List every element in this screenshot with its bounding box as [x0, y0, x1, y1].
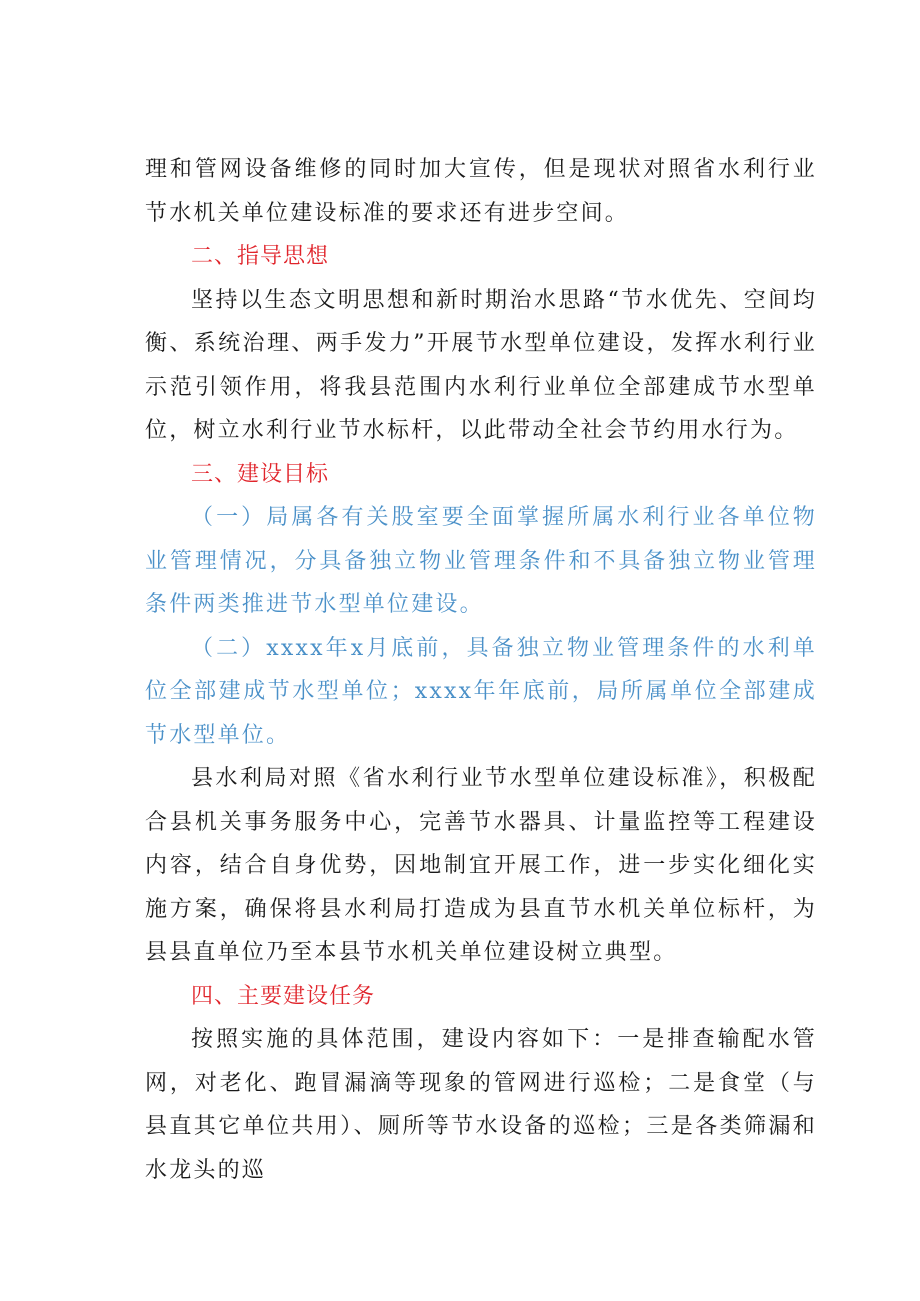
paragraph-bureau-plan: 县水利局对照《省水利行业节水型单位建设标准》，积极配合县机关事务服务中心，完善节水器具、计量监控等工程建设内容，结合自身优势，因地制宜开展工作，进一步实化细化实施方案，确保将县水利局打造成为县直节水机关单位标杆，为县县直单位乃至本县节水机关单位建设树立典型。 — [145, 766, 817, 965]
section-heading-main-tasks: 四、主要建设任务 — [191, 983, 376, 1009]
section-heading-construction-goals: 三、建设目标 — [191, 461, 330, 487]
goal-item-2: （二）xxxx年x月底前，具备独立物业管理条件的水利单位全部建成节水型单位；xxxx年年底前，局所属单位全部建成节水型单位。 — [145, 635, 817, 748]
goal-item-1: （一）局属各有关股室要全面掌握所属水利行业各单位物业管理情况，分具备独立物业管理条件和不具备独立物业管理条件两类推进节水型单位建设。 — [145, 505, 817, 617]
paragraph-main-tasks: 按照实施的具体范围，建设内容如下：一是排查输配水管网，对老化、跑冒漏滴等现象的管网进行巡检；二是食堂（与县直其它单位共用）、厕所等节水设备的巡检；三是各类筛漏和水龙头的巡 — [145, 1027, 817, 1183]
document-body — [145, 148, 817, 1192]
paragraph-guiding-ideology: 坚持以生态文明思想和新时期治水思路“节水优先、空间均衡、系统治理、两手发力”开展节水型单位建设，发挥水利行业示范引领作用，将我县范围内水利行业单位全部建成节水型单位，树立水利行业节水标杆，以此带动全社会节约用水行为。 — [145, 287, 817, 443]
section-heading-guiding-ideology: 二、指导思想 — [191, 244, 330, 269]
paragraph-status-continuation: 理和管网设备维修的同时加大宣传，但是现状对照省水利行业节水机关单位建设标准的要求还有进步空间。 — [145, 157, 817, 226]
